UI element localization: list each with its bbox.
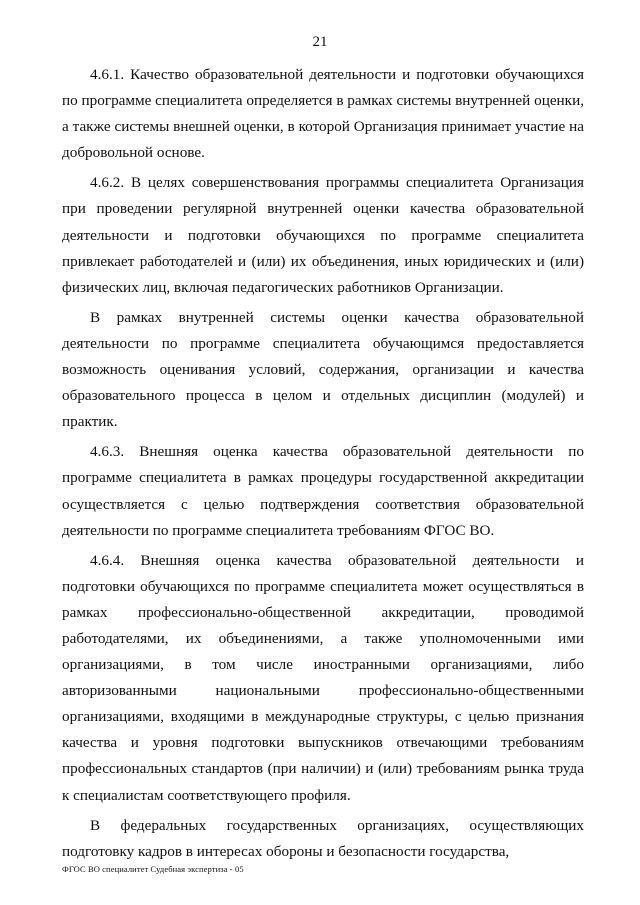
paragraph-federal-organizations: В федеральных государственных организациях, осуществляющих подготовку кадров в интересах обороны и безопасности государства, xyxy=(62,816,584,860)
document-footer: ФГОС ВО специалитет Судебная экспертиза - 05 xyxy=(62,864,244,874)
paragraph-4-6-1: 4.6.1. Качество образовательной деятельности и подготовки обучающихся по программе специалитета определяется в рамках системы внутренней оценки, а также системы внешней оценки, в которой Организация принимает участие на добровольной основе. xyxy=(62,66,584,162)
paragraph-internal-assessment: В рамках внутренней системы оценки качества образовательной деятельности по программе специалитета обучающимся предоставляется возможность оценивания условий, содержания, организации и качества образовательного процесса в целом и отдельных дисциплин (модулей) и практик. xyxy=(62,308,584,431)
paragraph-4-6-3: 4.6.3. Внешняя оценка качества образовательной деятельности по программе специалитета в рамках процедуры государственной аккредитации осуществляется с целью подтверждения соответствия образовательной деятельности по программе специалитета требованиям ФГОС ВО. xyxy=(62,443,584,539)
document-body xyxy=(62,62,584,869)
paragraph-4-6-4: 4.6.4. Внешняя оценка качества образовательной деятельности и подготовки обучающихся по программе специалитета может осуществляться в рамках профессионально-общественной аккредитации, проводимой работодателями, их объединениями, а также уполномоченными ими организациями, в том числе иностранными организациями, либо авторизованными национальными профессионально-общественными организациями, входящими в международные структуры, с целью признания качества и уровня подготовки выпускников отвечающими требованиям профессиональных стандартов (при наличии) и (или) требованиям рынка труда к специалистам соответствующего профиля. xyxy=(62,551,584,804)
page-number: 21 xyxy=(312,34,328,50)
paragraph-4-6-2: 4.6.2. В целях совершенствования программы специалитета Организация при проведении регулярной внутренней оценки качества образовательной деятельности и подготовки обучающихся по программе специалитета привлекает работодателей и (или) их объединения, иных юридических и (или) физических лиц, включая педагогических работников Организации. xyxy=(62,174,584,296)
